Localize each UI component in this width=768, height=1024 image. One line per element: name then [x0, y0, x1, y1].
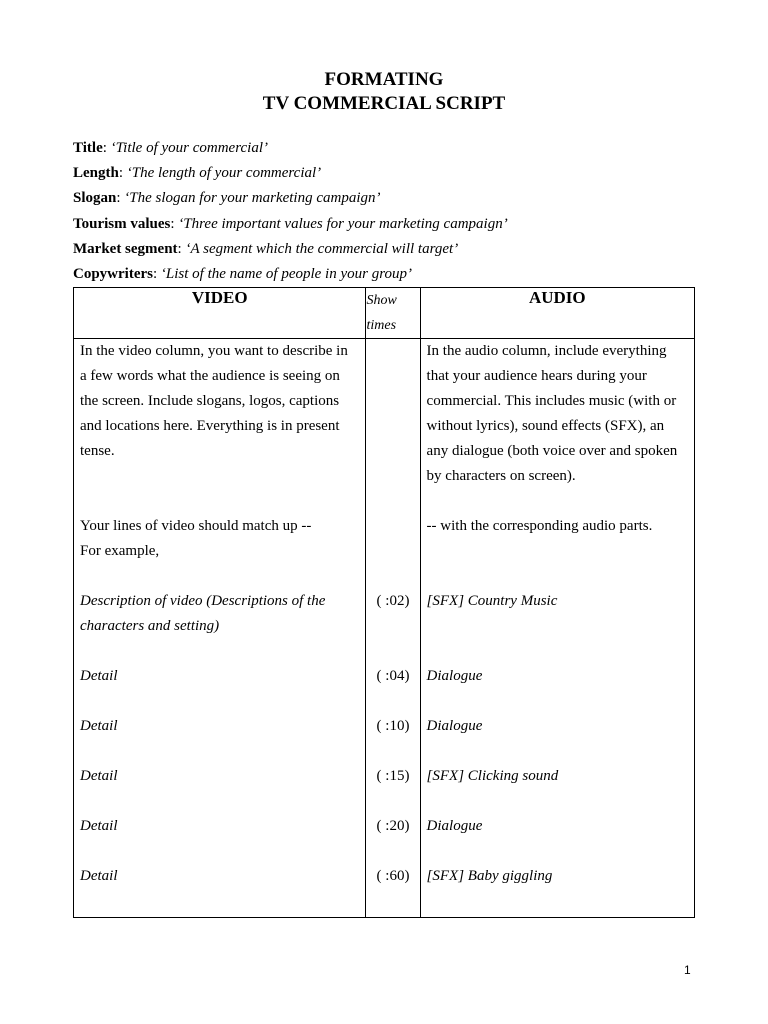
audio-row-text: Dialogue — [426, 718, 483, 734]
field-length: Length: ‘The length of your commercial’ — [73, 165, 322, 182]
audio-row-text: [SFX] Baby giggling — [426, 868, 553, 884]
field-label: Market segment — [73, 240, 178, 257]
video-match-line: For example, — [80, 543, 160, 559]
audio-row-text: Dialogue — [426, 668, 483, 684]
audio-intro-line: any dialogue (both voice over and spoken — [426, 443, 678, 459]
show-time-value: ( :10) — [376, 718, 410, 734]
document-title — [0, 68, 768, 116]
video-row-text: Detail — [80, 768, 118, 784]
field-tourism-values: Tourism values: ‘Three important values for your marketing campaign’ — [73, 215, 508, 232]
video-intro-line: the screen. Include slogans, logos, captions — [80, 393, 340, 409]
audio-intro-line: that your audience hears during your — [426, 368, 647, 384]
field-market-segment: Market segment: ‘A segment which the commercial will target’ — [73, 240, 459, 257]
show-times-header-line-1: Show — [366, 293, 397, 308]
field-label: Length — [73, 165, 119, 182]
audio-intro-line: without lyrics), sound effects (SFX), an — [426, 418, 665, 434]
page-number: 1 — [684, 963, 691, 977]
audio-intro-line: In the audio column, include everything — [426, 343, 667, 359]
audio-column-cell — [420, 339, 694, 918]
show-times-column-header — [366, 288, 420, 339]
audio-intro-line: by characters on screen). — [426, 468, 576, 484]
field-value: ‘The slogan for your marketing campaign’ — [124, 190, 381, 207]
audio-row-text: [SFX] Clicking sound — [426, 768, 559, 784]
title-line-1: FORMATING — [324, 69, 444, 90]
show-time-value: ( :02) — [376, 593, 410, 609]
show-time-value: ( :04) — [376, 668, 410, 684]
video-row-text: Detail — [80, 818, 118, 834]
script-fields — [73, 136, 508, 287]
video-intro-line: a few words what the audience is seeing on — [80, 368, 340, 384]
show-time-value: ( :15) — [376, 768, 410, 784]
video-column-header: VIDEO — [74, 288, 366, 339]
field-title: Title: ‘Title of your commercial’ — [73, 140, 268, 156]
table-body-row — [74, 339, 695, 918]
show-times-header-line-2: times — [366, 318, 397, 333]
video-intro-line: In the video column, you want to describe in — [80, 343, 348, 359]
field-label: Copywriters — [73, 266, 153, 283]
show-time-value: ( :20) — [376, 818, 410, 834]
show-time-value: ( :60) — [376, 868, 410, 884]
table-header-row — [74, 288, 695, 339]
audio-intro-line: commercial. This includes music (with or — [426, 393, 677, 409]
audio-row-text: Dialogue — [426, 818, 483, 834]
title-line-2: TV COMMERCIAL SCRIPT — [262, 93, 506, 114]
field-slogan: Slogan: ‘The slogan for your marketing campaign’ — [73, 190, 381, 207]
field-label: Slogan — [73, 190, 117, 207]
video-row-text: Description of video (Descriptions of the — [80, 593, 326, 609]
script-table — [73, 287, 695, 918]
field-copywriters: Copywriters: ‘List of the name of people in your group’ — [73, 266, 412, 283]
field-value: ‘List of the name of people in your group’ — [160, 266, 412, 283]
field-value: ‘Title of your commercial’ — [110, 140, 268, 156]
field-label: Title — [73, 140, 103, 156]
video-column-cell — [74, 339, 366, 918]
video-row-text: Detail — [80, 868, 118, 884]
field-value: ‘A segment which the commercial will target’ — [185, 240, 459, 257]
video-row-text: characters and setting) — [80, 618, 220, 634]
field-label: Tourism values — [73, 215, 171, 232]
audio-match-line: -- with the corresponding audio parts. — [426, 518, 653, 534]
audio-column-header: AUDIO — [420, 288, 694, 339]
video-row-text: Detail — [80, 718, 118, 734]
field-value: ‘Three important values for your marketing campaign’ — [178, 215, 508, 232]
video-row-text: Detail — [80, 668, 118, 684]
field-value: ‘The length of your commercial’ — [126, 165, 322, 182]
show-times-column-cell — [366, 339, 420, 918]
video-intro-line: tense. — [80, 443, 115, 459]
video-intro-line: and locations here. Everything is in present — [80, 418, 340, 434]
video-match-line: Your lines of video should match up -- — [80, 518, 312, 534]
audio-row-text: [SFX] Country Music — [426, 593, 558, 609]
